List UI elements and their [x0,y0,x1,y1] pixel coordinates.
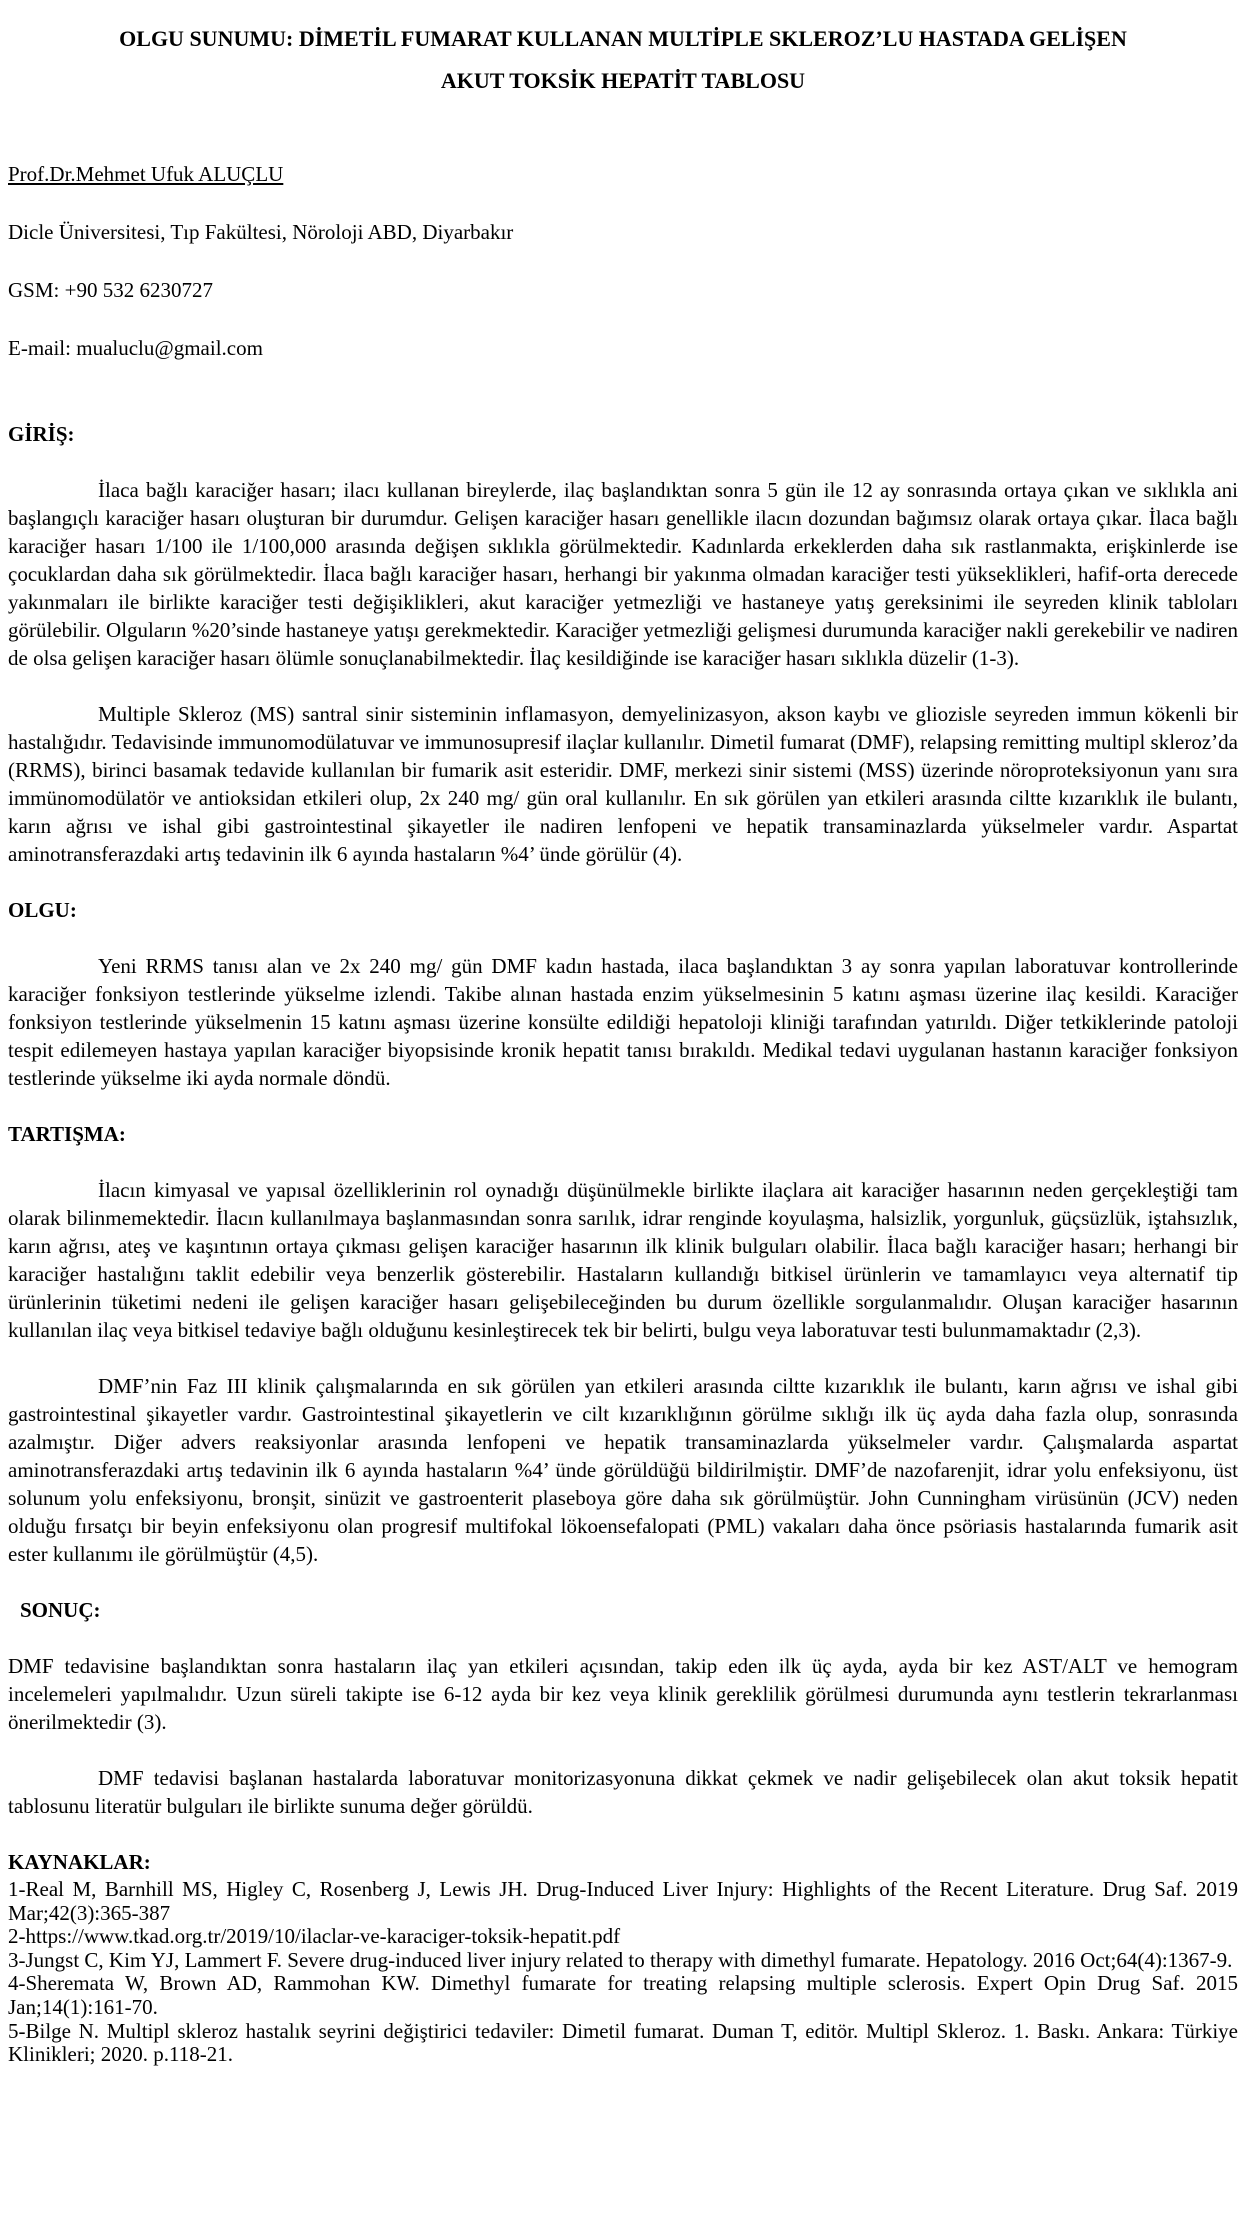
section-sonuc [8,1596,1238,1820]
affiliation-line: Dicle Üniversitesi, Tıp Fakültesi, Nöroloji ABD, Diyarbakır [8,220,514,244]
email-line: E-mail: mualuclu@gmail.com [8,336,263,360]
paragraph-olgu-1: Yeni RRMS tanısı alan ve 2x 240 mg/ gün DMF kadın hastada, ilaca başlandıktan 3 ay sonra yapılan laboratuvar kontrollerinde karaciğer fonksiyon testlerinde yükselme izlendi. Takibe alınan hastada enzim yükselmesinin 5 katını aşması üzerine ilaç kesildi. Karaciğer fonksiyon testlerinde yükselmenin 15 katını aşması üzerine konsülte edildiği hepatoloji kliniği tarafından yatırıldı. Diğer tetkiklerinde patoloji tespit edilemeyen hastaya yapılan karaciğer biyopsisinde kronik hepatit tanısı bırakıldı. Medikal tedavi uygulanan hastanın karaciğer fonksiyon testlerinde yükselme iki ayda normale döndü. [8,954,1238,1090]
paragraph-tartisma-1: İlacın kimyasal ve yapısal özelliklerinin rol oynadığı düşünülmekle birlikte ilaçlara ait karaciğer hasarının neden gerçekleştiği tam olarak bilinmemektedir. İlacın kullanılmaya başlanmasından sonra sarılık, idrar renginde koyulaşma, halsizlik, yorgunluk, güçsüzlük, iştahsızlık, karın ağrısı, ateş ve kaşıntının ortaya çıkması gelişen karaciğer hasarının ilk klinik bulguları olabilir. İlaca bağlı karaciğer hasarı; herhangi bir karaciğer hastalığını taklit edebilir veya benzerlik gösterebilir. Hastaların kullandığı bitkisel ürünlerin ve tamamlayıcı veya alternatif tip ürünlerinin tüketimi nedeni ile gelişen karaciğer hasarı gelişebileceğinden bu durum özellikle sorgulanmalıdır. Oluşan karaciğer hasarının kullanılan ilaç veya bitkisel tedaviye bağlı olduğunu kesinleştirecek tek bir belirti, bulgu veya laboratuvar testi bulunmamaktadır (2,3). [8,1178,1238,1342]
reference-1: 1-Real M, Barnhill MS, Higley C, Rosenberg J, Lewis JH. Drug-Induced Liver Injury: Highlights of the Recent Literature. Drug Saf. 2019 Mar;42(3):365-387 [8,1877,1238,1925]
reference-5: 5-Bilge N. Multipl skleroz hastalık seyrini değiştirici tedaviler: Dimetil fumarat. Duman T, editör. Multipl Skleroz. 1. Baskı. Ankara: Türkiye Klinikleri; 2020. p.118-21. [8,2018,1238,2067]
author-name: Prof.Dr.Mehmet Ufuk ALUÇLU [8,162,284,186]
section-giris [8,420,1238,868]
document-title [8,18,1238,102]
paragraph-sonuc-1: DMF tedavisine başlandıktan sonra hastaların ilaç yan etkileri açısından, takip eden ilk üç ayda, ayda bir kez AST/ALT ve hemogram incelemeleri yapılmalıdır. Uzun süreli takipte ise 6-12 ayda bir kez veya klinik gereklilik görülmesi durumunda aynı testlerin tekrarlanması önerilmektedir (3). [8,1654,1238,1734]
paragraph-sonuc-2: DMF tedavisi başlanan hastalarda laboratuvar monitorizasyonuna dikkat çekmek ve nadir gelişebilecek olan akut toksik hepatit tablosunu literatür bulguları ile birlikte sunuma değer görüldü. [8,1766,1238,1818]
section-kaynaklar [8,1848,1238,2067]
paragraph-giris-1: İlaca bağlı karaciğer hasarı; ilacı kullanan bireylerde, ilaç başlandıktan sonra 5 gün ile 12 ay sonrasında ortaya çıkan ve sıklıkla ani başlangıçlı karaciğer hasarı oluşturan bir durumdur. Gelişen karaciğer hasarı genellikle ilacın dozundan bağımsız olarak ortaya çıkar. İlaca bağlı karaciğer hasarı 1/100 ile 1/100,000 arasında değişen sıklıkla görülmektedir. Kadınlarda erkeklerden daha sık rastlanmakta, erişkinlerde ise çocuklardan daha sık görülmektedir. İlaca bağlı karaciğer hasarı, herhangi bir yakınma olmadan karaciğer testi yükseklikleri, hafif-orta derecede yakınmaları ile birlikte karaciğer testi değişiklikleri, akut karaciğer yetmezliği ve hastaneye yatış gereksinimi ile seyreden klinik tabloları görülebilir. Olguların %20’sinde hastaneye yatışı gerekmektedir. Karaciğer yetmezliği gelişmesi durumunda karaciğer nakli gerekebilir ve nadiren de olsa gelişen karaciğer hasarı ölümle sonuçlanabilmektedir. İlaç kesildiğinde ise karaciğer hasarı sıklıkla düzelir (1-3). [8,478,1238,670]
reference-3: 3-Jungst C, Kim YJ, Lammert F. Severe drug-induced liver injury related to therapy with dimethyl fumarate. Hepatology. 2016 Oct;64(4):1367-9. [8,1947,1233,1972]
section-olgu [8,896,1238,1092]
paragraph-tartisma-2: DMF’nin Faz III klinik çalışmalarında en sık görülen yan etkileri arasında ciltte kızarıklık ile bulantı, karın ağrısı ve ishal gibi gastrointestinal şikayetler vardır. Gastrointestinal şikayetlerin ve cilt kızarıklığının görülme sıklığı ilk üç ayda daha fazla olup, sonrasında azalmıştır. Diğer advers reaksiyonlar arasında lenfopeni ve hepatik transaminazlarda yükselmeler vardır. Çalışmalarda aspartat aminotransferazdaki artış tedavinin ilk 6 ayında hastaların %4’ ünde görüldüğü bildirilmiştir. DMF’de nazofarenjit, idrar yolu enfeksiyonu, üst solunum yolu enfeksiyonu, bronşit, sinüzit ve gastroenterit plaseboya göre daha sık görülmüştür. John Cunningham virüsünün (JCV) neden olduğu fırsatçı bir beyin enfeksiyonu olan progresif multifokal lökoensefalopati (PML) vakaları daha önce psöriasis hastalarında fumarik asit ester kullanımı ile görülmüştür (4,5). [8,1374,1238,1566]
section-heading-giris: GİRİŞ: [8,422,75,446]
section-heading-sonuc: SONUÇ: [20,1598,101,1622]
paragraph-giris-2: Multiple Skleroz (MS) santral sinir sisteminin inflamasyon, demyelinizasyon, akson kaybı ve gliozisle seyreden immun kökenli bir hastalığıdır. Tedavisinde immunomodülatuvar ve immunosupresif ilaçlar kullanılır. Dimetil fumarat (DMF), relapsing remitting multipl skleroz’da (RRMS), birinci basamak tedavide kullanılan bir fumarik asit esteridir. DMF, merkezi sinir sistemi (MSS) üzerinde nöroproteksiyonun yanı sıra immünomodülatör ve antioksidan etkileri olup, 2x 240 mg/ gün oral kullanılır. En sık görülen yan etkileri arasında ciltte kızarıklık ile bulantı, karın ağrısı ve ishal gibi gastrointestinal şikayetler ile nadiren lenfopeni ve hepatik transaminazlarda yükselmeler vardır. Aspartat aminotransferazdaki artış tedavinin ilk 6 ayında hastaların %4’ ünde görülür (4). [8,702,1238,866]
reference-2: 2-https://www.tkad.org.tr/2019/10/ilaclar-ve-karaciger-toksik-hepatit.pdf [8,1924,621,1949]
document-title-line-1: OLGU SUNUMU: DİMETİL FUMARAT KULLANAN MULTİPLE SKLEROZ’LU HASTADA GELİŞEN [119,26,1127,51]
section-heading-kaynaklar: KAYNAKLAR: [8,1850,151,1874]
section-heading-tartisma: TARTIŞMA: [8,1122,126,1146]
gsm-line: GSM: +90 532 6230727 [8,278,213,302]
section-tartisma [8,1120,1238,1568]
reference-4: 4-Sheremata W, Brown AD, Rammohan KW. Dimethyl fumarate for treating relapsing multiple sclerosis. Expert Opin Drug Saf. 2015 Jan;14(1):161-70. [8,1971,1238,2019]
section-heading-olgu: OLGU: [8,898,77,922]
document-title-line-2: AKUT TOKSİK HEPATİT TABLOSU [440,68,806,93]
author-line [8,160,1238,188]
